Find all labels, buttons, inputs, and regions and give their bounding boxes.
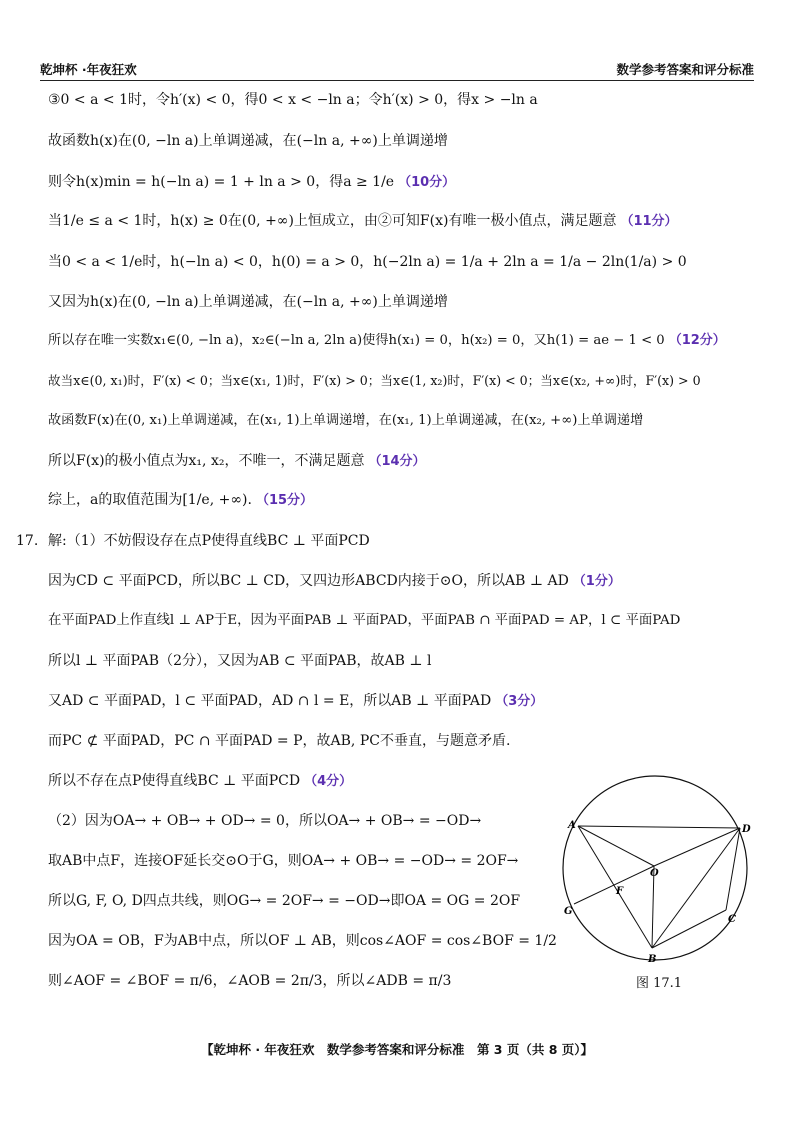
text-line: 解:（1）不妨假设存在点P使得直线BC ⊥ 平面PCD [48,533,370,549]
geometry-figure [560,770,760,970]
question-number: 17. [16,533,39,549]
segment-od [654,828,740,866]
label-d: D [742,824,751,835]
figure-caption: 图 17.1 [636,976,683,991]
segment-cb [652,910,726,948]
header-right: 数学参考答案和评分标准 [616,62,754,77]
text-line: 所以G, F, O, D四点共线，则OG→ = 2OF→ = −OD→即OA = OG = 2OF [48,893,521,909]
text-line: 则∠AOF = ∠BOF = π/6，∠AOB = 2π/3，所以∠ADB = π/3 [48,973,452,989]
text-line: 所以l ⊥ 平面PAB（2分），又因为AB ⊂ 平面PAB，故AB ⊥ l [48,653,432,669]
label-b: B [648,954,657,965]
text-line: 故函数h(x)在(0, −ln a)上单调递减，在(−ln a, +∞)上单调递增 [48,133,448,149]
text-line: 综上，a的取值范围为[1/e, +∞). （15分） [48,492,314,508]
text-line: 又因为h(x)在(0, −ln a)上单调递减，在(−ln a, +∞)上单调递增 [48,294,448,310]
segment-dc [726,828,740,910]
text-line: 又AD ⊂ 平面PAD，l ⊂ 平面PAD，AD ∩ l = E，所以AB ⊥ 平面PAD （3分） [48,693,544,709]
text-line: 因为CD ⊂ 平面PCD，所以BC ⊥ CD，又四边形ABCD内接于⊙O，所以AB ⊥ AD （1分） [48,573,621,589]
text-line: 取AB中点F，连接OF延长交⊙O于G，则OA→ + OB→ = −OD→ = 2OF→ [48,853,519,869]
label-o: O [650,868,659,879]
segment-og [574,866,654,904]
header-left: 乾坤杯 ·年夜狂欢 [40,62,137,77]
label-g: G [564,906,573,917]
page-header [40,56,754,81]
label-a: A [568,820,576,831]
label-c: C [728,914,736,925]
text-line: 所以不存在点P使得直线BC ⊥ 平面PCD （4分） [48,773,353,789]
label-f: F [616,886,624,897]
text-line: 而PC ⊄ 平面PAD，PC ∩ 平面PAD = P，故AB, PC不垂直，与题意矛盾. [48,733,511,749]
text-line: 当0 < a < 1/e时，h(−ln a) < 0，h(0) = a > 0，h(−2ln a) = 1/a + 2ln a = 1/a − 2ln(1/a) > 0 [48,254,687,270]
text-line: 所以F(x)的极小值点为x₁, x₂，不唯一，不满足题意 （14分） [48,453,426,469]
text-line: 因为OA = OB，F为AB中点，所以OF ⊥ AB，则cos∠AOF = cos∠BOF = 1/2 [48,933,557,949]
text-line: 在平面PAD上作直线l ⊥ AP于E，因为平面PAB ⊥ 平面PAD，平面PAB ∩ 平面PAD = AP，l ⊂ 平面PAD [48,613,681,628]
segment-ab [578,826,652,948]
text-line: ③0 < a < 1时，令h′(x) < 0，得0 < x < −ln a；令h′(x) > 0，得x > −ln a [48,92,538,108]
text-line: 故当x∈(0, x₁)时，F′(x) < 0；当x∈(x₁, 1)时，F′(x) > 0；当x∈(1, x₂)时，F′(x) < 0；当x∈(x₂, +∞)时，F′(x) > 0 [48,373,701,388]
text-line: （2）因为OA→ + OB→ + OD→ = 0，所以OA→ + OB→ = −OD→ [48,813,482,829]
segment-db [652,828,740,948]
segment-ad [578,826,740,828]
text-line: 故函数F(x)在(0, x₁)上单调递减，在(x₁, 1)上单调递增，在(x₁, 1)上单调递减，在(x₂, +∞)上单调递增 [48,413,644,428]
page-footer: 【乾坤杯 · 年夜狂欢 数学参考答案和评分标准 第 3 页（共 8 页）】 [200,1042,593,1057]
segment-ao [578,826,654,866]
text-line: 当1/e ≤ a < 1时，h(x) ≥ 0在(0, +∞)上恒成立，由②可知F(x)有唯一极小值点，满足题意 （11分） [48,213,678,229]
text-line: 则令h(x)min = h(−ln a) = 1 + ln a > 0，得a ≥ 1/e （10分） [48,174,456,190]
figure-segments [574,826,740,948]
text-line: 所以存在唯一实数x₁∈(0, −ln a)，x₂∈(−ln a, 2ln a)使得h(x₁) = 0，h(x₂) = 0，又h(1) = ae − 1 < 0 （12分） [48,333,726,348]
